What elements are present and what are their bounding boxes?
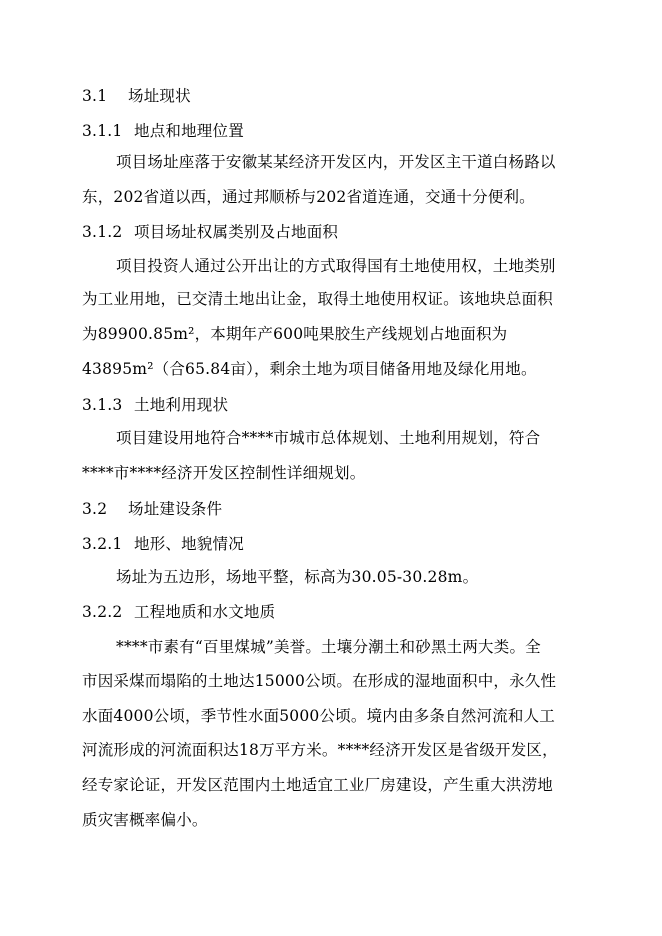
section-title: 项目场址权属类别及占地面积 <box>134 223 339 241</box>
section-heading-3-2-2 <box>82 602 275 622</box>
paragraph-line: 项目建设用地符合****市城市总体规划、土地利用规划，符合 <box>116 429 541 447</box>
paragraph-line: 为89900.85m²，本期年产600吨果胶生产线规划占地面积为 <box>82 325 508 343</box>
paragraph-line: 场址为五边形，场地平整，标高为30.05-30.28m。 <box>116 568 479 586</box>
section-title: 工程地质和水文地质 <box>134 603 276 621</box>
paragraph-line: 为工业用地，已交清土地出让金，取得土地使用权证。该地块总面积 <box>82 290 554 308</box>
paragraph-line: 经专家论证，开发区范围内土地适宜工业厂房建设，产生重大洪涝地 <box>82 776 554 794</box>
paragraph-line: 河流形成的河流面积达18万平方米。****经济开发区是省级开发区， <box>82 741 558 759</box>
paragraph-line: 市因采煤而塌陷的土地达15000公顷。在形成的湿地面积中，永久性 <box>82 672 557 690</box>
paragraph-line: 水面4000公顷，季节性水面5000公顷。境内由多条自然河流和人工 <box>82 707 555 725</box>
section-number: 3.2.1 <box>82 535 123 553</box>
section-title: 地形、地貌情况 <box>134 535 244 553</box>
section-number: 3.1.1 <box>82 122 123 140</box>
paragraph-line: ****市****经济开发区控制性详细规划。 <box>82 464 366 482</box>
section-heading-3-1 <box>82 86 191 106</box>
section-heading-3-1-3 <box>82 395 228 415</box>
section-title: 场址现状 <box>128 87 191 105</box>
section-title: 地点和地理位置 <box>134 122 244 140</box>
paragraph-line: 质灾害概率偏小。 <box>82 811 208 829</box>
section-title: 场址建设条件 <box>128 500 223 518</box>
paragraph-line: 项目场址座落于安徽某某经济开发区内，开发区主干道白杨路以 <box>116 153 556 171</box>
section-heading-3-1-1 <box>82 121 244 141</box>
section-number: 3.1.2 <box>82 223 123 241</box>
section-title: 土地利用现状 <box>134 396 229 414</box>
section-number: 3.2.2 <box>82 603 123 621</box>
section-heading-3-1-2 <box>82 222 338 242</box>
paragraph-line: 东，202省道以西，通过邦顺桥与202省道连通，交通十分便利。 <box>82 188 535 206</box>
paragraph-line: ****市素有“百里煤城”美誉。土壤分潮土和砂黑土两大类。全 <box>116 638 541 656</box>
section-heading-3-2-1 <box>82 534 244 554</box>
section-heading-3-2 <box>82 499 222 519</box>
section-number: 3.1.3 <box>82 396 123 414</box>
paragraph-line: 43895m²（合65.84亩），剩余土地为项目储备用地及绿化用地。 <box>82 360 537 378</box>
section-number: 3.2 <box>82 500 108 518</box>
paragraph-line: 项目投资人通过公开出让的方式取得国有土地使用权，土地类别 <box>116 257 556 275</box>
section-number: 3.1 <box>82 87 108 105</box>
